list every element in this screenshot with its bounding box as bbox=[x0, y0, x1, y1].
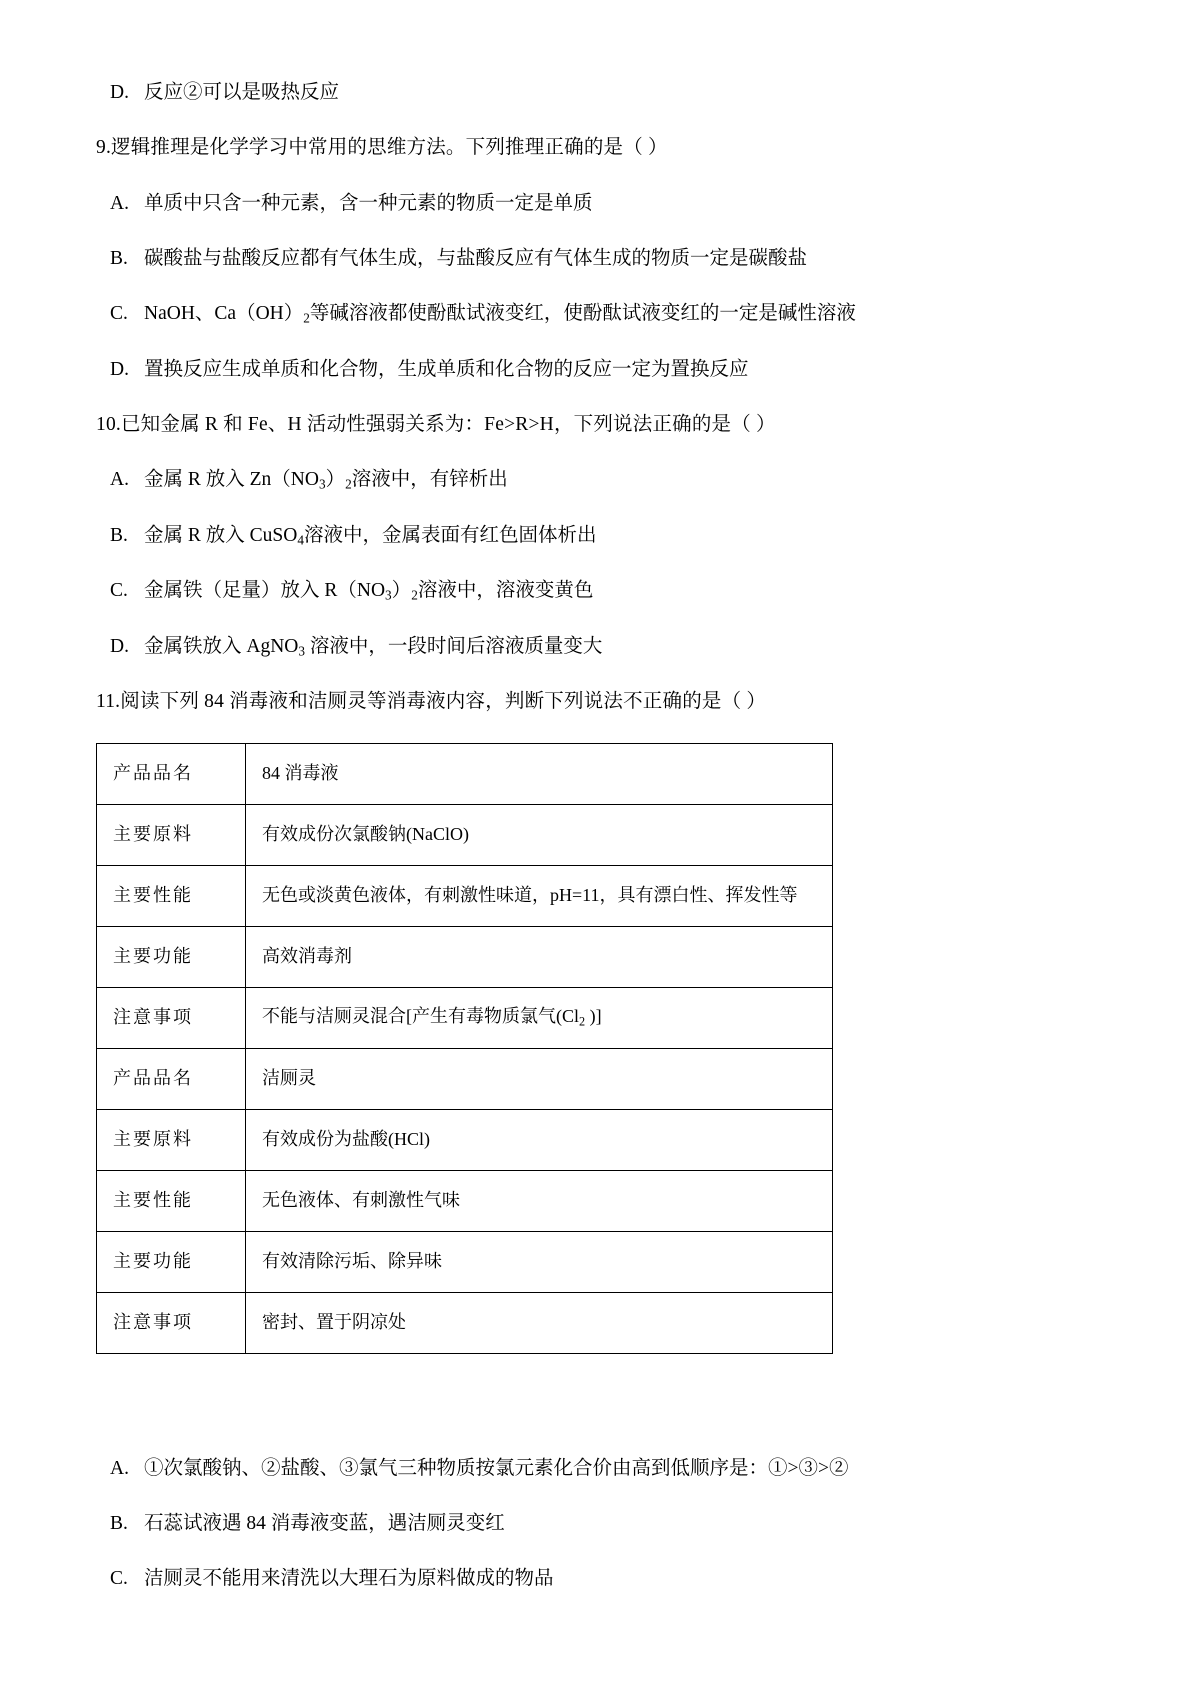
option-text: 反应②可以是吸热反应 bbox=[144, 82, 340, 103]
option-label: C. bbox=[110, 580, 128, 602]
answer-option[interactable] bbox=[96, 299, 1104, 329]
answer-option[interactable] bbox=[96, 355, 1104, 384]
product-info-table bbox=[96, 743, 833, 1354]
table-spacer bbox=[96, 1354, 1104, 1450]
option-text: 金属 R 放入 $Zn(NO_3)_2$溶液中，有锌析出 bbox=[144, 469, 508, 492]
table-row-value: 无色或淡黄色液体，有刺激性味道，pH=11，具有漂白性、挥发性等 bbox=[246, 865, 833, 926]
table-row-value: 有效成份为盐酸(HCl) bbox=[246, 1109, 833, 1170]
question-block-list bbox=[96, 78, 1104, 717]
table-row-label: 产品品名 bbox=[97, 1048, 246, 1109]
answer-option[interactable] bbox=[96, 1564, 1104, 1593]
table-row-value: 不能与洁厕灵混合[产生有毒物质氯气($Cl_2$ )] bbox=[246, 987, 833, 1048]
table-row-label: 注意事项 bbox=[97, 987, 246, 1048]
answer-option[interactable] bbox=[96, 189, 1104, 218]
table-row bbox=[97, 1109, 833, 1170]
answer-option[interactable] bbox=[96, 521, 1104, 551]
table-row bbox=[97, 1170, 833, 1231]
table-row bbox=[97, 1231, 833, 1292]
table-row-value: 有效成份次氯酸钠(NaClO) bbox=[246, 804, 833, 865]
question-stem: 11.阅读下列 84 消毒液和洁厕灵等消毒液内容，判断下列说法不正确的是（ ） bbox=[96, 691, 767, 713]
table-row bbox=[97, 804, 833, 865]
option-label: B. bbox=[110, 1512, 128, 1534]
answer-option[interactable] bbox=[96, 1454, 1104, 1483]
table-row-label: 主要性能 bbox=[97, 1170, 246, 1231]
option-label: B. bbox=[110, 524, 128, 546]
option-text: NaOH、$Ca(OH)_2$等碱溶液都使酚酞试液变红，使酚酞试液变红的一定是碱性溶液 bbox=[144, 303, 856, 326]
answer-option[interactable] bbox=[96, 1509, 1104, 1538]
table-row bbox=[97, 743, 833, 804]
table-row-label: 产品品名 bbox=[97, 743, 246, 804]
table-row bbox=[97, 987, 833, 1048]
option-label: D. bbox=[110, 358, 129, 380]
option-text: 金属 R 放入 CuSO$_4$溶液中，金属表面有红色固体析出 bbox=[144, 524, 597, 548]
table-row-label: 主要性能 bbox=[97, 865, 246, 926]
table-row-value: 有效清除污垢、除异味 bbox=[246, 1231, 833, 1292]
table-row-value: 密封、置于阴凉处 bbox=[246, 1292, 833, 1353]
table-row bbox=[97, 1048, 833, 1109]
answer-option[interactable] bbox=[96, 78, 1104, 107]
option-text: ①次氯酸钠、②盐酸、③氯气三种物质按氯元素化合价由高到低顺序是：①>③>② bbox=[144, 1457, 849, 1479]
option-text: 单质中只含一种元素，含一种元素的物质一定是单质 bbox=[144, 192, 593, 214]
table-row-value: 高效消毒剂 bbox=[246, 926, 833, 987]
table-row-label: 主要功能 bbox=[97, 926, 246, 987]
option-text: 碳酸盐与盐酸反应都有气体生成，与盐酸反应有气体生成的物质一定是碳酸盐 bbox=[144, 247, 808, 269]
table-row-label: 注意事项 bbox=[97, 1292, 246, 1353]
option-label: D. bbox=[110, 82, 129, 103]
option-text: 置换反应生成单质和化合物，生成单质和化合物的反应一定为置换反应 bbox=[144, 358, 749, 380]
answer-option[interactable] bbox=[96, 244, 1104, 273]
table-row bbox=[97, 926, 833, 987]
table-row-value: 84 消毒液 bbox=[246, 743, 833, 804]
option-text: 金属铁放入 AgNO$_3$ 溶液中，一段时间后溶液质量变大 bbox=[144, 635, 603, 659]
answer-option[interactable] bbox=[96, 576, 1104, 606]
table-row-label: 主要原料 bbox=[97, 1109, 246, 1170]
table-row bbox=[97, 865, 833, 926]
table-row-value: 洁厕灵 bbox=[246, 1048, 833, 1109]
table-row-label: 主要原料 bbox=[97, 804, 246, 865]
table-row-value: 无色液体、有刺激性气味 bbox=[246, 1170, 833, 1231]
option-label: A. bbox=[110, 469, 129, 491]
answer-option[interactable] bbox=[96, 632, 1104, 662]
option-label: C. bbox=[110, 1568, 128, 1590]
answer-option[interactable] bbox=[96, 465, 1104, 495]
option-label: C. bbox=[110, 303, 128, 324]
option-text: 洁厕灵不能用来清洗以大理石为原料做成的物品 bbox=[144, 1568, 554, 1590]
table-row-label: 主要功能 bbox=[97, 1231, 246, 1292]
option-label: A. bbox=[110, 192, 129, 214]
tail-option-list bbox=[96, 1454, 1104, 1594]
option-label: A. bbox=[110, 1457, 129, 1479]
option-text: 石蕊试液遇 84 消毒液变蓝，遇洁厕灵变红 bbox=[144, 1512, 505, 1534]
option-text: 金属铁（足量）放入 $R(NO_3)_2$溶液中，溶液变黄色 bbox=[144, 580, 594, 603]
question-stem: 10.已知金属 R 和 Fe、H 活动性强弱关系为：Fe>R>H，下列说法正确的是（ ） bbox=[96, 413, 776, 435]
table-row bbox=[97, 1292, 833, 1353]
option-label: B. bbox=[110, 247, 128, 269]
question-stem: 9.逻辑推理是化学学习中常用的思维方法。下列推理正确的是（ ） bbox=[96, 137, 668, 159]
option-label: D. bbox=[110, 635, 129, 657]
